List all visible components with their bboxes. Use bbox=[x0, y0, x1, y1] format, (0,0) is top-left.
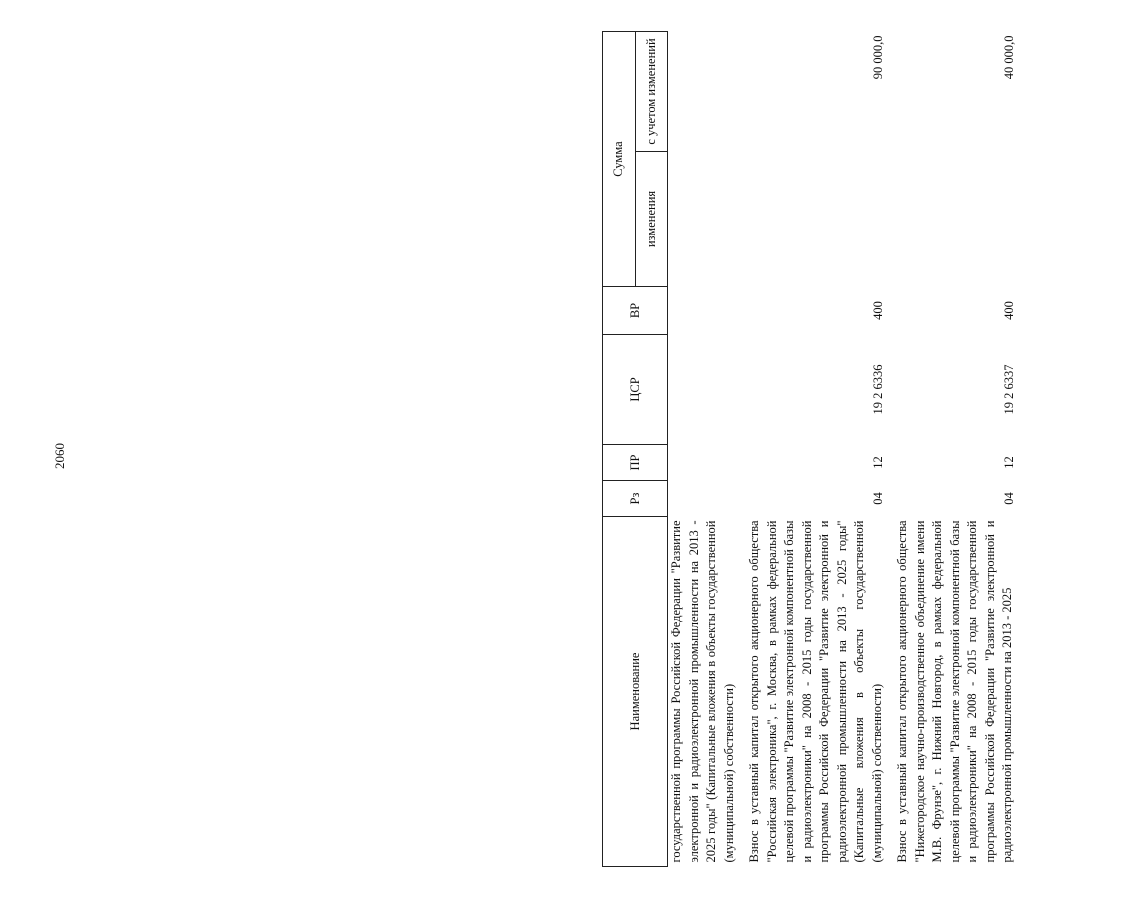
header-sum-with-changes: с учетом изменений bbox=[635, 32, 668, 152]
header-sum-changes: изменения bbox=[635, 152, 668, 287]
header-csr: ЦСР bbox=[603, 335, 668, 445]
budget-table-container bbox=[602, 32, 1142, 867]
page-number: 2060 bbox=[52, 443, 67, 469]
row-rz: 04 bbox=[871, 492, 885, 505]
row-with-changes: 90 000,0 bbox=[871, 35, 885, 80]
row-rz: 04 bbox=[1001, 492, 1016, 505]
header-name: Наименование bbox=[603, 517, 668, 867]
table-row bbox=[740, 32, 888, 867]
row-csr: 19 2 6337 bbox=[1001, 364, 1016, 415]
row-name: Взнос в уставный капитал открытого акционерного общества "Российская электроника", г. Москва, в рамках федеральной целевой программы "Развитие электронной компонентной базы и радиоэлектроники" на 2008 - 2015 годы государственной программы Российской Федерации "Развитие электронной и радиоэлектронной промышленности на 2013 - 2025 годы" (Капитальные вложения в объекты государственной (муниципальной) собственности) bbox=[747, 520, 884, 863]
row-pr bbox=[668, 445, 741, 481]
row-changes bbox=[740, 152, 888, 287]
budget-table bbox=[602, 31, 1019, 867]
row-vr: 400 bbox=[871, 301, 885, 320]
row-name: Взнос в уставный капитал открытого акционерного общества "Нижегородское научно-производственное объединение имени М.В. Фрунзе", г. Нижний Новгород, в рамках федеральной целевой программы "Развитие электронной компонентной базы и радиоэлектроники" на 2008 - 2015 годы государственной программы Российской Федерации "Развитие электронной и радиоэлектронной промышленности на 2013 - 2025 bbox=[895, 520, 1014, 863]
header-vr: ВР bbox=[603, 287, 668, 335]
row-pr: 12 bbox=[871, 456, 885, 469]
header-sum: Сумма bbox=[603, 32, 636, 287]
row-changes bbox=[668, 152, 741, 287]
row-csr bbox=[668, 335, 741, 445]
row-vr: 400 bbox=[1001, 301, 1016, 320]
row-changes bbox=[888, 152, 1019, 287]
header-pr: ПР bbox=[603, 445, 668, 481]
header-rz: Рз bbox=[603, 481, 668, 517]
row-pr: 12 bbox=[1001, 456, 1016, 469]
row-csr: 19 2 6336 bbox=[871, 364, 885, 415]
row-with-changes: 40 000,0 bbox=[1001, 35, 1016, 80]
row-name: государственной программы Российской Федерации "Развитие электронной и радиоэлектронной промышленности на 2013 - 2025 годы" (Капитальные вложения в объекты государственной (муниципальной) собственности) bbox=[669, 520, 736, 863]
table-row bbox=[668, 32, 741, 867]
row-vr bbox=[668, 287, 741, 335]
row-rz bbox=[668, 481, 741, 517]
row-with-changes bbox=[668, 32, 741, 152]
table-row bbox=[888, 32, 1019, 867]
